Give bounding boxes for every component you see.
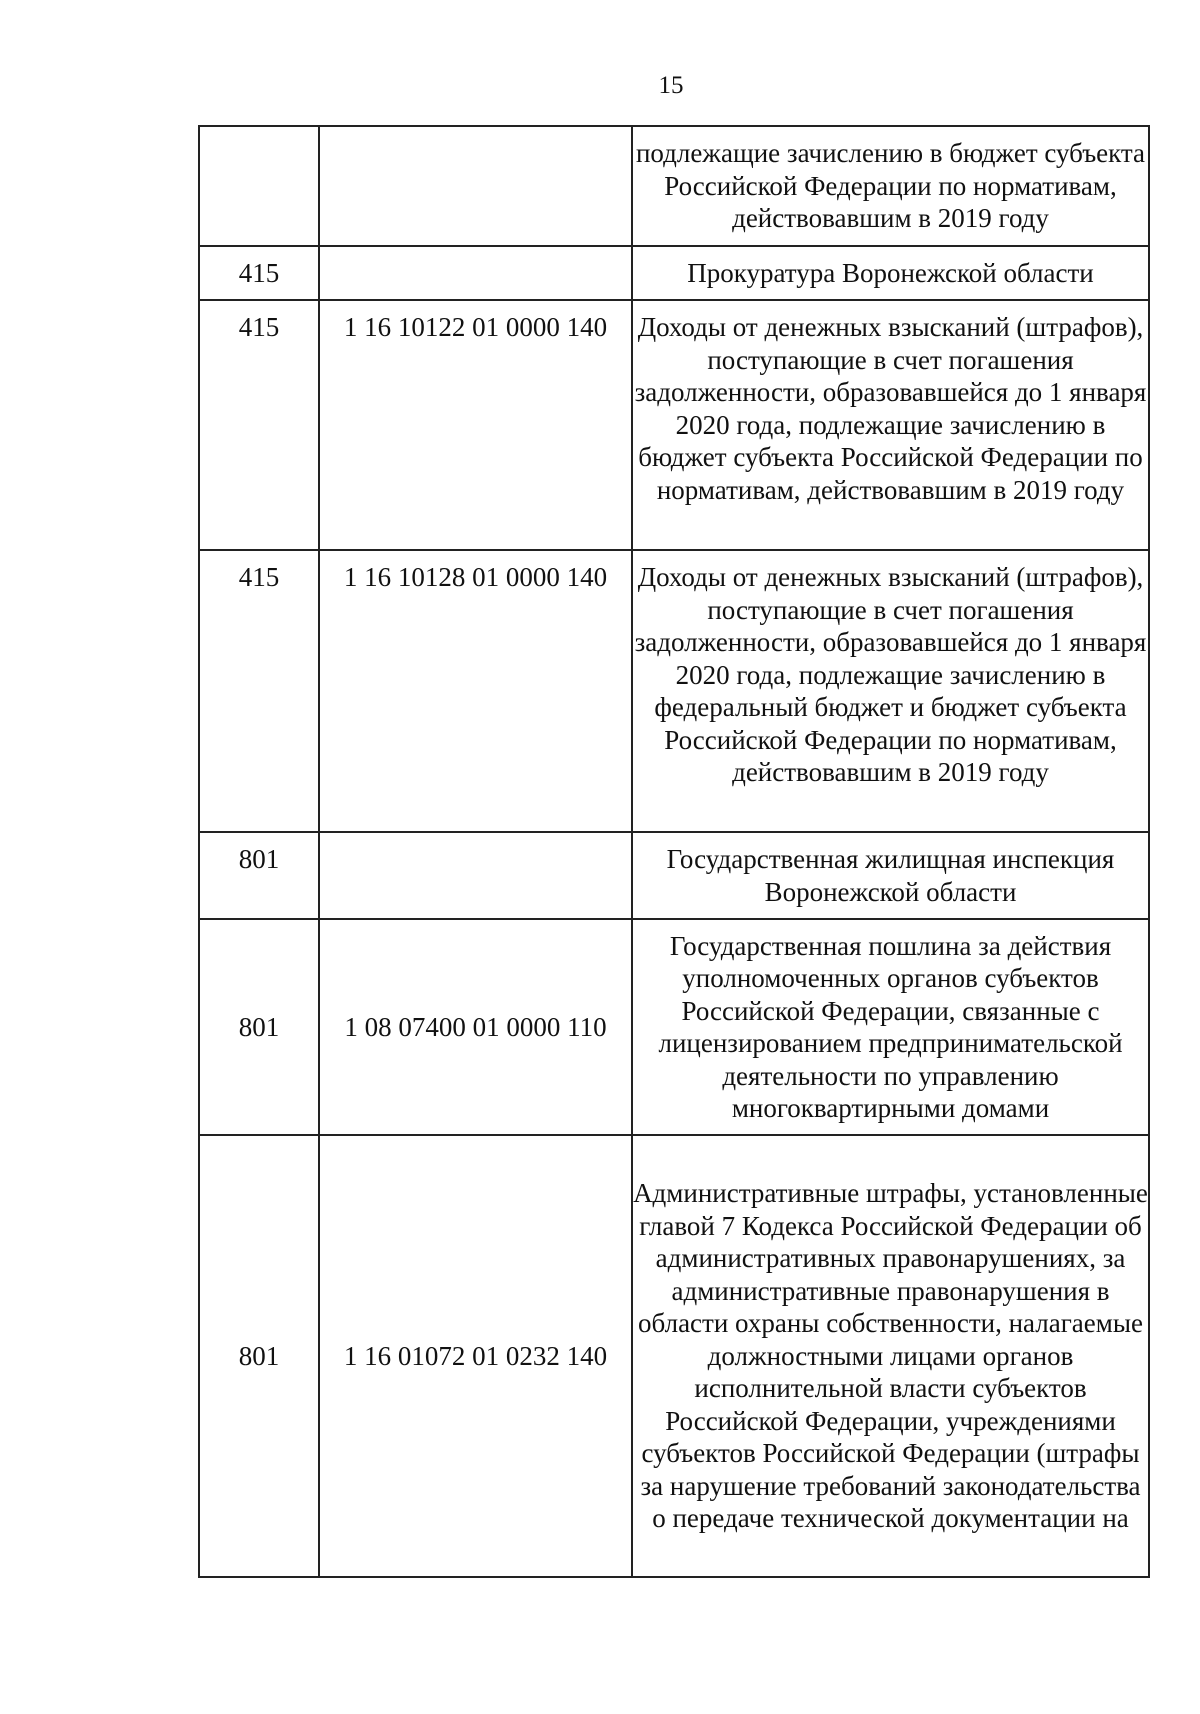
budget-code-cell <box>319 832 632 919</box>
admin-code-cell: 415 <box>199 550 319 832</box>
table-row <box>199 919 1149 1135</box>
budget-code-cell: 1 16 10122 01 0000 140 <box>319 300 632 550</box>
table-row <box>199 832 1149 919</box>
table-row <box>199 246 1149 300</box>
table-row <box>199 300 1149 550</box>
budget-code-cell <box>319 126 632 246</box>
budget-classification-table <box>198 125 1150 1578</box>
table-row <box>199 126 1149 246</box>
budget-code-cell: 1 16 01072 01 0232 140 <box>319 1135 632 1577</box>
budget-code-cell <box>319 246 632 300</box>
budget-code-cell: 1 16 10128 01 0000 140 <box>319 550 632 832</box>
page-number: 15 <box>658 72 684 99</box>
admin-code-cell: 801 <box>199 919 319 1135</box>
admin-code-cell: 801 <box>199 1135 319 1577</box>
revenue-name-cell: Прокуратура Воронежской области <box>632 246 1149 300</box>
admin-code-cell: 415 <box>199 246 319 300</box>
admin-code-cell: 801 <box>199 832 319 919</box>
revenue-name-cell: Государственная пошлина за действия уполномоченных органов субъектов Российской Федерации, связанные с лицензированием предпринимательской деятельности по управлению многоквартирными домами <box>632 919 1149 1135</box>
revenue-name-cell: Доходы от денежных взысканий (штрафов), поступающие в счет погашения задолженности, образовавшейся до 1 января 2020 года, подлежащие зачислению в федеральный бюджет и бюджет субъекта Российской Федерации по нормативам, действовавшим в 2019 году <box>632 550 1149 832</box>
revenue-name-cell: Государственная жилищная инспекция Воронежской области <box>632 832 1149 919</box>
revenue-name-cell: подлежащие зачислению в бюджет субъекта Российской Федерации по нормативам, действовавшим в 2019 году <box>632 126 1149 246</box>
admin-code-cell: 415 <box>199 300 319 550</box>
budget-code-cell: 1 08 07400 01 0000 110 <box>319 919 632 1135</box>
revenue-name-cell: Доходы от денежных взысканий (штрафов), поступающие в счет погашения задолженности, образовавшейся до 1 января 2020 года, подлежащие зачислению в бюджет субъекта Российской Федерации по нормативам, действовавшим в 2019 году <box>632 300 1149 550</box>
admin-code-cell <box>199 126 319 246</box>
revenue-name-cell: Административные штрафы, установленные главой 7 Кодекса Российской Федерации об административных правонарушениях, за административные правонарушения в области охраны собственности, налагаемые должностными лицами органов исполнительной власти субъектов Российской Федерации, учреждениями субъектов Российской Федерации (штрафы за нарушение требований законодательства о передаче технической документации на <box>632 1135 1149 1577</box>
table-row <box>199 550 1149 832</box>
table-row <box>199 1135 1149 1577</box>
